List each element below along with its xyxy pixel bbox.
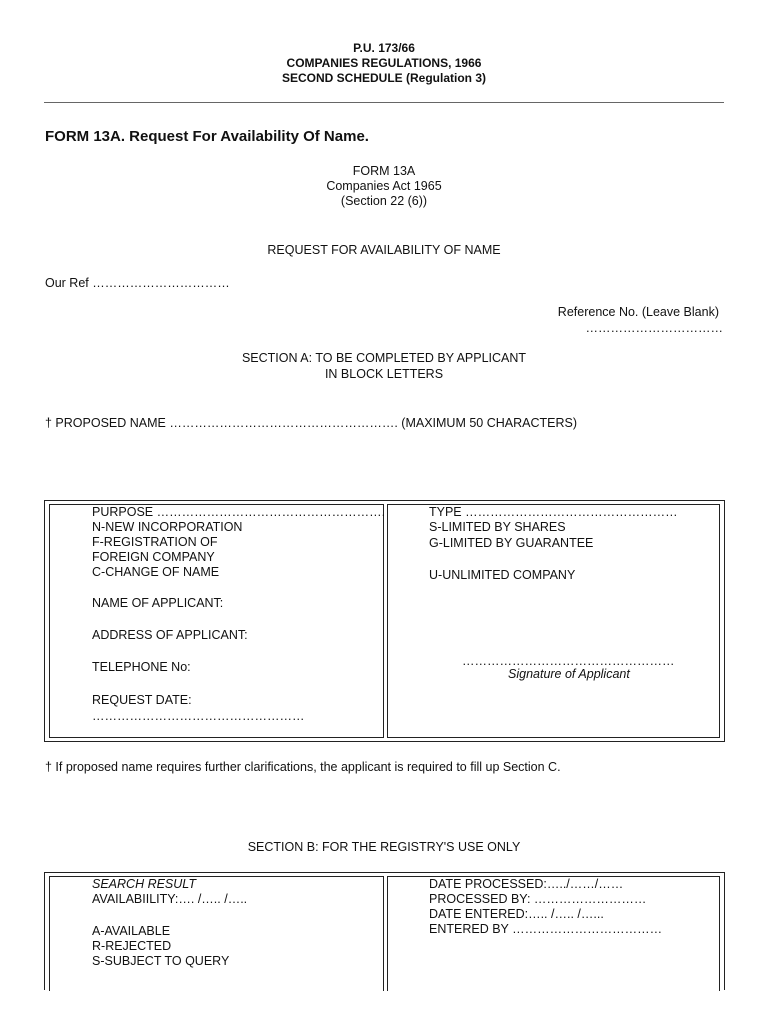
section-a-subheading: IN BLOCK LETTERS [324,367,444,381]
request-date-field[interactable]: …………………………………………… [92,709,305,723]
applicant-name-label: NAME OF APPLICANT: [92,596,224,610]
form-title: FORM 13A. Request For Availability Of Name. [45,128,369,145]
type-option-unlimited: U-UNLIMITED COMPANY [429,568,576,582]
availability-option-rejected: R-REJECTED [92,939,172,953]
section-a-heading: SECTION A: TO BE COMPLETED BY APPLICANT [241,351,527,365]
availability-option-query: S-SUBJECT TO QUERY [92,954,230,968]
our-ref-field[interactable]: Our Ref …………………………… [45,276,230,290]
purpose-field[interactable]: PURPOSE ………………………………………………. [92,505,386,519]
section-b-heading: SECTION B: FOR THE REGISTRY'S USE ONLY [247,840,521,854]
availability-option-available: A-AVAILABLE [92,924,171,938]
purpose-option-foreign-cont: FOREIGN COMPANY [92,550,215,564]
schedule-title: SECOND SCHEDULE (Regulation 3) [281,71,486,85]
entered-by-field[interactable]: ENTERED BY ……………………………… [429,922,663,936]
proposed-name-field[interactable]: † PROPOSED NAME ………………………………………………. (MAXIMUM 50 CHARACTERS) [45,416,577,430]
type-option-shares: S-LIMITED BY SHARES [429,520,566,534]
regulation-title: COMPANIES REGULATIONS, 1966 [286,56,482,70]
search-result-label: SEARCH RESULT [92,877,196,891]
request-date-label: REQUEST DATE: [92,693,192,707]
footnote: † If proposed name requires further clarifications, the applicant is required to fill up Section C. [45,760,561,774]
signature-field[interactable]: …………………………………………… [462,654,675,668]
telephone-label: TELEPHONE No: [92,660,191,674]
form-caption-section: (Section 22 (6)) [340,194,428,208]
form-caption-number: FORM 13A [352,164,416,178]
form-caption-act: Companies Act 1965 [326,179,442,193]
date-entered-field[interactable]: DATE ENTERED:….. /….. /…... [429,907,604,921]
type-option-guarantee: G-LIMITED BY GUARANTEE [429,536,594,550]
header-divider [44,102,724,103]
purpose-option-foreign: F-REGISTRATION OF [92,535,218,549]
applicant-address-label: ADDRESS OF APPLICANT: [92,628,248,642]
purpose-option-new: N-NEW INCORPORATION [92,520,243,534]
processed-by-field[interactable]: PROCESSED BY: ……………………… [429,892,647,906]
availability-field[interactable]: AVAILABIILITY:…. /….. /….. [92,892,248,906]
regulation-number: P.U. 173/66 [353,41,415,55]
reference-no-label: Reference No. (Leave Blank) [557,305,719,319]
date-processed-field[interactable]: DATE PROCESSED:…../……/…… [429,877,624,891]
request-heading: REQUEST FOR AVAILABILITY OF NAME [267,243,501,257]
signature-label: Signature of Applicant [508,667,630,681]
reference-no-field[interactable]: …………………………… [585,321,723,335]
purpose-option-change: C-CHANGE OF NAME [92,565,220,579]
type-field[interactable]: TYPE …………………………………………… [429,505,678,519]
